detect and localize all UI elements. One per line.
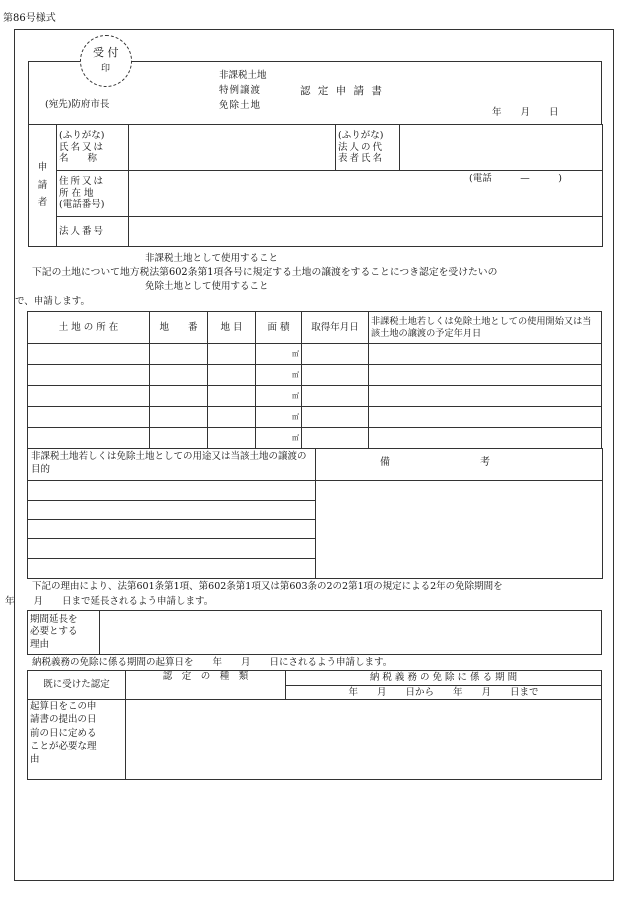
receipt-stamp-circle <box>80 35 132 87</box>
address-field[interactable] <box>129 171 603 217</box>
col-area: 面 積 <box>256 312 302 344</box>
intro-option-top: 非課税土地として使用すること <box>145 253 279 264</box>
table-row <box>28 407 602 428</box>
option-special-transfer: 特例譲渡 <box>219 85 262 96</box>
table-row <box>28 344 602 365</box>
remarks-label: 備 考 <box>380 457 490 468</box>
cert-type-header: 認 定 の 種 類 <box>126 671 286 700</box>
representative-field[interactable] <box>400 125 603 171</box>
intro-main: 下記の土地について地方税法第602条第1項各号に規定する土地の譲渡をすることにつき認定を受けたいの <box>32 267 498 278</box>
col-location: 土 地 の 所 在 <box>28 312 150 344</box>
start-date-reason-label: 起算日をこの申 請書の提出の日 前の日に定める ことが必要な理 由 <box>28 700 126 780</box>
area-unit: ㎡ <box>256 344 302 365</box>
col-use-start-date: 非課税土地若しくは免除土地としての使用開始又は当該土地の譲渡の予定年月日 <box>369 312 602 344</box>
area-unit: ㎡ <box>256 365 302 386</box>
table-row <box>28 365 602 386</box>
corp-number-field[interactable] <box>129 217 603 247</box>
extension-reason-field[interactable] <box>100 611 602 655</box>
extension-reason-table <box>27 610 602 655</box>
area-unit: ㎡ <box>256 386 302 407</box>
col-acquired-date: 取得年月日 <box>302 312 369 344</box>
certification-table <box>27 670 602 780</box>
intro-option-bottom: 免除土地として使用すること <box>145 281 269 292</box>
name-field[interactable] <box>129 125 336 171</box>
address-label: 住所又は 所 在 地 (電話番号) <box>57 171 129 217</box>
option-non-taxable-land: 非課税土地 <box>219 70 267 81</box>
addressee: (宛先)防府市長 <box>45 99 110 110</box>
extension-text-line2: 年 月 日まで延長されるよう申請します。 <box>5 596 214 607</box>
land-table <box>27 311 602 449</box>
name-label: (ふりがな) 氏名又は 名 称 <box>57 125 129 171</box>
option-exempt-land: 免除土地 <box>219 100 262 111</box>
area-unit: ㎡ <box>256 407 302 428</box>
applicant-table <box>28 124 603 247</box>
form-title: 認 定 申 請 書 <box>300 85 384 97</box>
stamp-text-receipt: 受 付 <box>93 46 119 59</box>
applicant-side-label: 申 請 者 <box>29 125 57 247</box>
col-lot-number: 地 番 <box>150 312 208 344</box>
phone-text: (電話 — ) <box>469 173 562 184</box>
col-land-category: 地 目 <box>208 312 256 344</box>
received-cert-label: 既に受けた認定 <box>28 671 126 700</box>
application-date: 年 月 日 <box>492 107 559 118</box>
period-header: 納 税 義 務 の 免 除 に 係 る 期 間 <box>286 671 602 686</box>
table-row <box>28 386 602 407</box>
representative-label: (ふりがな) 法人の代 表者氏名 <box>336 125 400 171</box>
start-date-reason-field[interactable] <box>126 700 602 780</box>
intro-tail: で、申請します。 <box>15 296 91 307</box>
extension-text-line1: 下記の理由により、法第601条第1項、第602条第1項又は第603条の2の2第1項の規定による2年の免除期間を <box>32 581 503 592</box>
period-value: 年 月 日から 年 月 日まで <box>286 686 602 700</box>
corp-number-label: 法人番号 <box>57 217 129 247</box>
stamp-text-seal: 印 <box>101 64 111 74</box>
purpose-label: 非課税土地若しくは免除土地としての用途又は当該土地の譲渡の目的 <box>31 451 307 475</box>
start-date-text: 納税義務の免除に係る期間の起算日を 年 月 日にされるよう申請します。 <box>32 657 393 668</box>
extension-reason-label: 期間延長を 必要とする 理由 <box>28 611 100 655</box>
form-number: 第86号様式 <box>3 13 56 24</box>
table-row <box>28 428 602 449</box>
area-unit: ㎡ <box>256 428 302 449</box>
